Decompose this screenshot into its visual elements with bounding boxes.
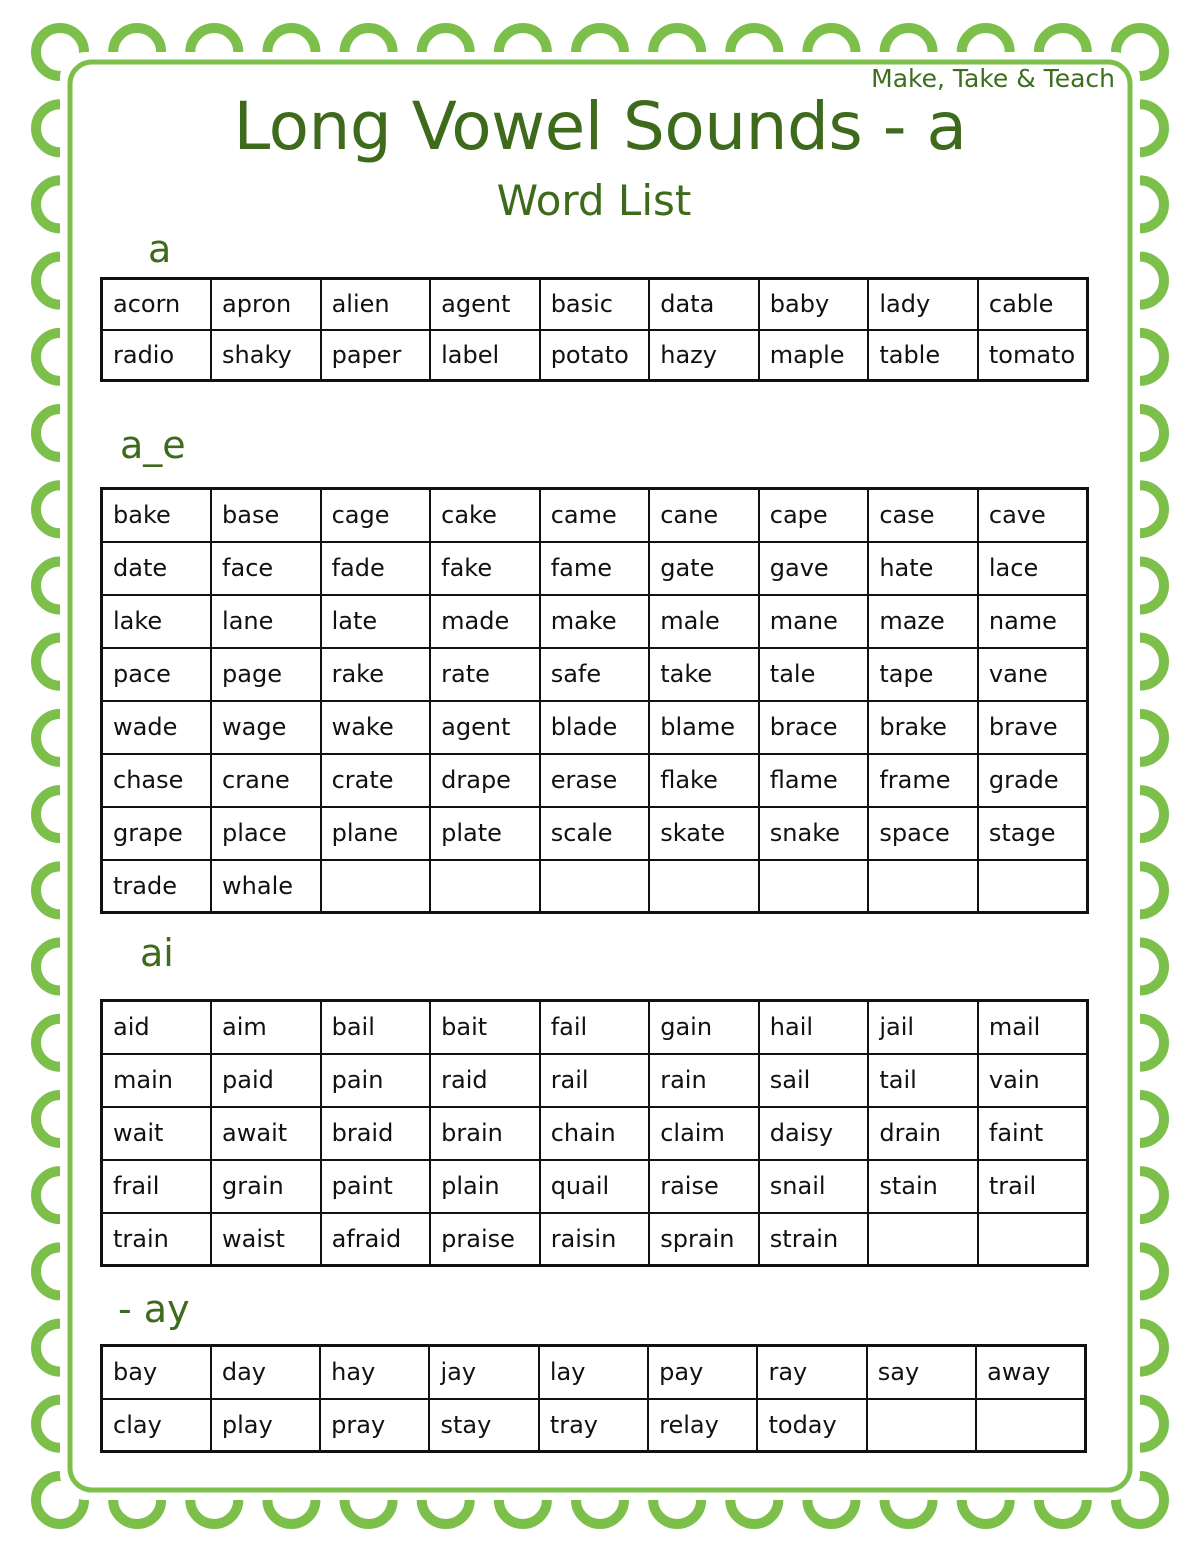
word-cell: main (102, 1054, 212, 1107)
empty-cell (978, 1213, 1088, 1266)
table-row (102, 1001, 1088, 1054)
word-cell: waist (211, 1213, 321, 1266)
empty-cell (649, 860, 759, 913)
word-cell: tape (868, 648, 978, 701)
section-label-ai: ai (140, 931, 174, 975)
word-cell: trail (978, 1160, 1088, 1213)
word-cell: braid (321, 1107, 431, 1160)
page-subtitle: Word List (496, 176, 692, 225)
word-cell: chase (102, 754, 212, 807)
table-row (102, 279, 1088, 330)
word-cell: paid (211, 1054, 321, 1107)
page-title: Long Vowel Sounds - a (233, 88, 967, 165)
word-cell: came (540, 489, 650, 542)
word-cell: drain (868, 1107, 978, 1160)
section-label-a: a (148, 227, 172, 271)
word-cell: bail (321, 1001, 431, 1054)
brand-text: Make, Take & Teach (871, 64, 1115, 93)
word-cell: raisin (540, 1213, 650, 1266)
empty-cell (868, 860, 978, 913)
empty-cell (759, 860, 869, 913)
word-cell: frame (868, 754, 978, 807)
word-cell: data (649, 279, 759, 330)
word-cell: tray (539, 1399, 648, 1452)
word-cell: praise (430, 1213, 540, 1266)
word-cell: cable (978, 279, 1088, 330)
word-cell: baby (759, 279, 869, 330)
word-cell: away (976, 1346, 1085, 1399)
word-cell: drape (430, 754, 540, 807)
empty-cell (867, 1399, 976, 1452)
word-cell: brake (868, 701, 978, 754)
word-cell: mane (759, 595, 869, 648)
word-cell: stain (868, 1160, 978, 1213)
word-cell: tail (868, 1054, 978, 1107)
word-cell: skate (649, 807, 759, 860)
word-cell: face (211, 542, 321, 595)
word-cell: brain (430, 1107, 540, 1160)
word-cell: fame (540, 542, 650, 595)
word-cell: grape (102, 807, 212, 860)
word-cell: frail (102, 1160, 212, 1213)
word-cell: late (321, 595, 431, 648)
word-cell: agent (430, 701, 540, 754)
word-cell: bay (102, 1346, 211, 1399)
table-row (102, 489, 1088, 542)
word-cell: sprain (649, 1213, 759, 1266)
word-cell: brace (759, 701, 869, 754)
word-cell: brave (978, 701, 1088, 754)
table-row (102, 754, 1088, 807)
word-cell: shaky (211, 330, 321, 381)
word-cell: lace (978, 542, 1088, 595)
word-cell: pray (320, 1399, 429, 1452)
word-cell: stay (429, 1399, 538, 1452)
word-cell: clay (102, 1399, 211, 1452)
word-cell: today (757, 1399, 866, 1452)
word-cell: blame (649, 701, 759, 754)
word-cell: made (430, 595, 540, 648)
table-row (102, 1107, 1088, 1160)
word-cell: flame (759, 754, 869, 807)
word-cell: cave (978, 489, 1088, 542)
word-cell: base (211, 489, 321, 542)
section-label-ay: - ay (118, 1287, 190, 1331)
word-cell: strain (759, 1213, 869, 1266)
table-row (102, 542, 1088, 595)
word-cell: rail (540, 1054, 650, 1107)
word-cell: gate (649, 542, 759, 595)
word-cell: jay (429, 1346, 538, 1399)
word-cell: name (978, 595, 1088, 648)
word-cell: raid (430, 1054, 540, 1107)
word-cell: rake (321, 648, 431, 701)
word-table-a (100, 277, 1089, 382)
table-row (102, 330, 1088, 381)
word-cell: bait (430, 1001, 540, 1054)
table-row (102, 1160, 1088, 1213)
word-cell: lady (868, 279, 978, 330)
word-cell: claim (649, 1107, 759, 1160)
word-cell: page (211, 648, 321, 701)
word-cell: snake (759, 807, 869, 860)
word-cell: fake (430, 542, 540, 595)
word-cell: plain (430, 1160, 540, 1213)
empty-cell (540, 860, 650, 913)
word-cell: cage (321, 489, 431, 542)
table-row (102, 860, 1088, 913)
word-table-ay (100, 1344, 1087, 1453)
word-cell: chain (540, 1107, 650, 1160)
word-cell: vain (978, 1054, 1088, 1107)
word-cell: gave (759, 542, 869, 595)
word-cell: label (430, 330, 540, 381)
word-cell: fade (321, 542, 431, 595)
word-cell: case (868, 489, 978, 542)
word-cell: fail (540, 1001, 650, 1054)
word-cell: paint (321, 1160, 431, 1213)
word-cell: blade (540, 701, 650, 754)
table-row (102, 1054, 1088, 1107)
empty-cell (321, 860, 431, 913)
word-cell: stage (978, 807, 1088, 860)
table-row (102, 1213, 1088, 1266)
word-cell: bake (102, 489, 212, 542)
word-cell: space (868, 807, 978, 860)
word-cell: jail (868, 1001, 978, 1054)
table-row (102, 1399, 1086, 1452)
word-cell: rate (430, 648, 540, 701)
word-cell: crane (211, 754, 321, 807)
word-cell: basic (540, 279, 650, 330)
word-cell: paper (321, 330, 431, 381)
empty-cell (430, 860, 540, 913)
word-cell: pain (321, 1054, 431, 1107)
word-cell: hate (868, 542, 978, 595)
word-cell: flake (649, 754, 759, 807)
word-cell: make (540, 595, 650, 648)
word-cell: maple (759, 330, 869, 381)
empty-cell (868, 1213, 978, 1266)
word-cell: aid (102, 1001, 212, 1054)
word-cell: lay (539, 1346, 648, 1399)
word-cell: quail (540, 1160, 650, 1213)
word-cell: pace (102, 648, 212, 701)
word-cell: place (211, 807, 321, 860)
word-cell: snail (759, 1160, 869, 1213)
empty-cell (978, 860, 1088, 913)
word-cell: apron (211, 279, 321, 330)
table-row (102, 701, 1088, 754)
word-cell: mail (978, 1001, 1088, 1054)
word-cell: afraid (321, 1213, 431, 1266)
word-cell: maze (868, 595, 978, 648)
word-cell: whale (211, 860, 321, 913)
word-cell: hay (320, 1346, 429, 1399)
word-cell: alien (321, 279, 431, 330)
word-cell: lane (211, 595, 321, 648)
word-cell: potato (540, 330, 650, 381)
word-cell: grain (211, 1160, 321, 1213)
table-row (102, 807, 1088, 860)
word-cell: agent (430, 279, 540, 330)
word-cell: say (867, 1346, 976, 1399)
word-cell: trade (102, 860, 212, 913)
word-cell: erase (540, 754, 650, 807)
empty-cell (976, 1399, 1085, 1452)
word-cell: cane (649, 489, 759, 542)
word-cell: ray (757, 1346, 866, 1399)
word-table-ai (100, 999, 1089, 1267)
word-cell: date (102, 542, 212, 595)
word-cell: cape (759, 489, 869, 542)
word-cell: plane (321, 807, 431, 860)
table-row (102, 1346, 1086, 1399)
word-cell: pay (648, 1346, 757, 1399)
word-cell: await (211, 1107, 321, 1160)
word-cell: wage (211, 701, 321, 754)
word-cell: aim (211, 1001, 321, 1054)
word-cell: table (868, 330, 978, 381)
word-cell: wade (102, 701, 212, 754)
word-cell: hazy (649, 330, 759, 381)
word-cell: acorn (102, 279, 212, 330)
word-cell: plate (430, 807, 540, 860)
word-cell: cake (430, 489, 540, 542)
word-cell: take (649, 648, 759, 701)
word-cell: crate (321, 754, 431, 807)
word-cell: sail (759, 1054, 869, 1107)
word-cell: tomato (978, 330, 1088, 381)
word-cell: grade (978, 754, 1088, 807)
word-cell: play (211, 1399, 320, 1452)
word-cell: wait (102, 1107, 212, 1160)
word-cell: day (211, 1346, 320, 1399)
word-cell: faint (978, 1107, 1088, 1160)
word-cell: relay (648, 1399, 757, 1452)
word-cell: scale (540, 807, 650, 860)
word-cell: vane (978, 648, 1088, 701)
word-cell: wake (321, 701, 431, 754)
word-cell: radio (102, 330, 212, 381)
table-row (102, 595, 1088, 648)
word-cell: daisy (759, 1107, 869, 1160)
word-cell: male (649, 595, 759, 648)
word-cell: tale (759, 648, 869, 701)
word-cell: gain (649, 1001, 759, 1054)
word-cell: safe (540, 648, 650, 701)
word-cell: raise (649, 1160, 759, 1213)
table-row (102, 648, 1088, 701)
word-table-a-e (100, 487, 1089, 914)
word-cell: rain (649, 1054, 759, 1107)
section-label-a-e: a_e (120, 423, 186, 467)
word-cell: train (102, 1213, 212, 1266)
word-cell: lake (102, 595, 212, 648)
word-cell: hail (759, 1001, 869, 1054)
